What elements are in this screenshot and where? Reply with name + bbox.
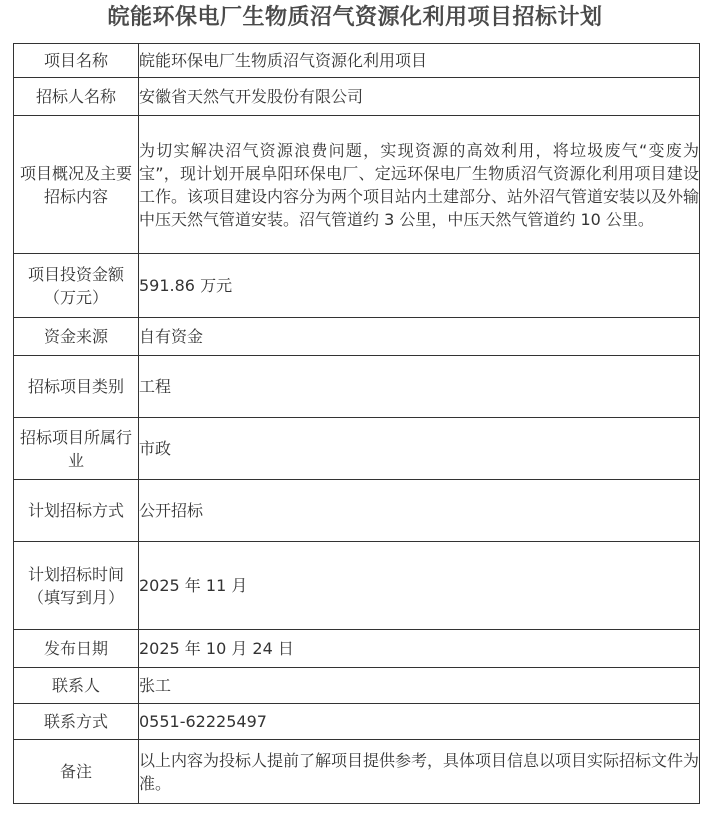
table-row-funding-source [14,318,700,356]
table-row-industry [14,418,700,480]
row-value: 2025 年 10 月 24 日 [139,630,700,668]
table-row-contact-info [14,704,700,740]
row-value: 皖能环保电厂生物质沼气资源化利用项目 [139,44,700,78]
row-label: 项目概况及主要招标内容 [14,116,139,254]
table-row-remarks [14,740,700,804]
row-value: 2025 年 11 月 [139,542,700,630]
row-label: 发布日期 [14,630,139,668]
tender-info-table [13,43,700,804]
row-value: 0551-62225497 [139,704,700,740]
row-value: 张工 [139,668,700,704]
table-row-category [14,356,700,418]
row-value: 以上内容为投标人提前了解项目提供参考，具体项目信息以项目实际招标文件为准。 [139,740,700,804]
document-title: 皖能环保电厂生物质沼气资源化利用项目招标计划 [107,5,603,30]
table-row-project-name [14,44,700,78]
row-label: 联系人 [14,668,139,704]
row-label: 项目名称 [14,44,139,78]
row-value: 591.86 万元 [139,254,700,318]
row-label: 招标人名称 [14,78,139,116]
table-row-tender-method [14,480,700,542]
row-value: 公开招标 [139,480,700,542]
row-label: 招标项目所属行业 [14,418,139,480]
row-label: 计划招标方式 [14,480,139,542]
table-row-tenderer [14,78,700,116]
table-row-investment [14,254,700,318]
row-value: 工程 [139,356,700,418]
row-label: 联系方式 [14,704,139,740]
row-value: 自有资金 [139,318,700,356]
row-label: 项目投资金额（万元） [14,254,139,318]
row-value: 安徽省天然气开发股份有限公司 [139,78,700,116]
table-row-tender-time [14,542,700,630]
row-label: 备注 [14,740,139,804]
row-label: 计划招标时间（填写到月） [14,542,139,630]
row-label: 资金来源 [14,318,139,356]
row-value: 为切实解决沼气资源浪费问题，实现资源的高效利用，将垃圾废气“变废为宝”，现计划开展阜阳环保电厂、定远环保电厂生物质沼气资源化利用项目建设工作。该项目建设内容分为两个项目站内土建部分、站外沼气管道安装以及外输中压天然气管道安装。沼气管道约 3 公里，中压天然气管道约 10 公里。 [139,116,700,254]
table-row-contact-person [14,668,700,704]
table-row-publish-date [14,630,700,668]
row-value: 市政 [139,418,700,480]
table-row-overview [14,116,700,254]
row-label: 招标项目类别 [14,356,139,418]
